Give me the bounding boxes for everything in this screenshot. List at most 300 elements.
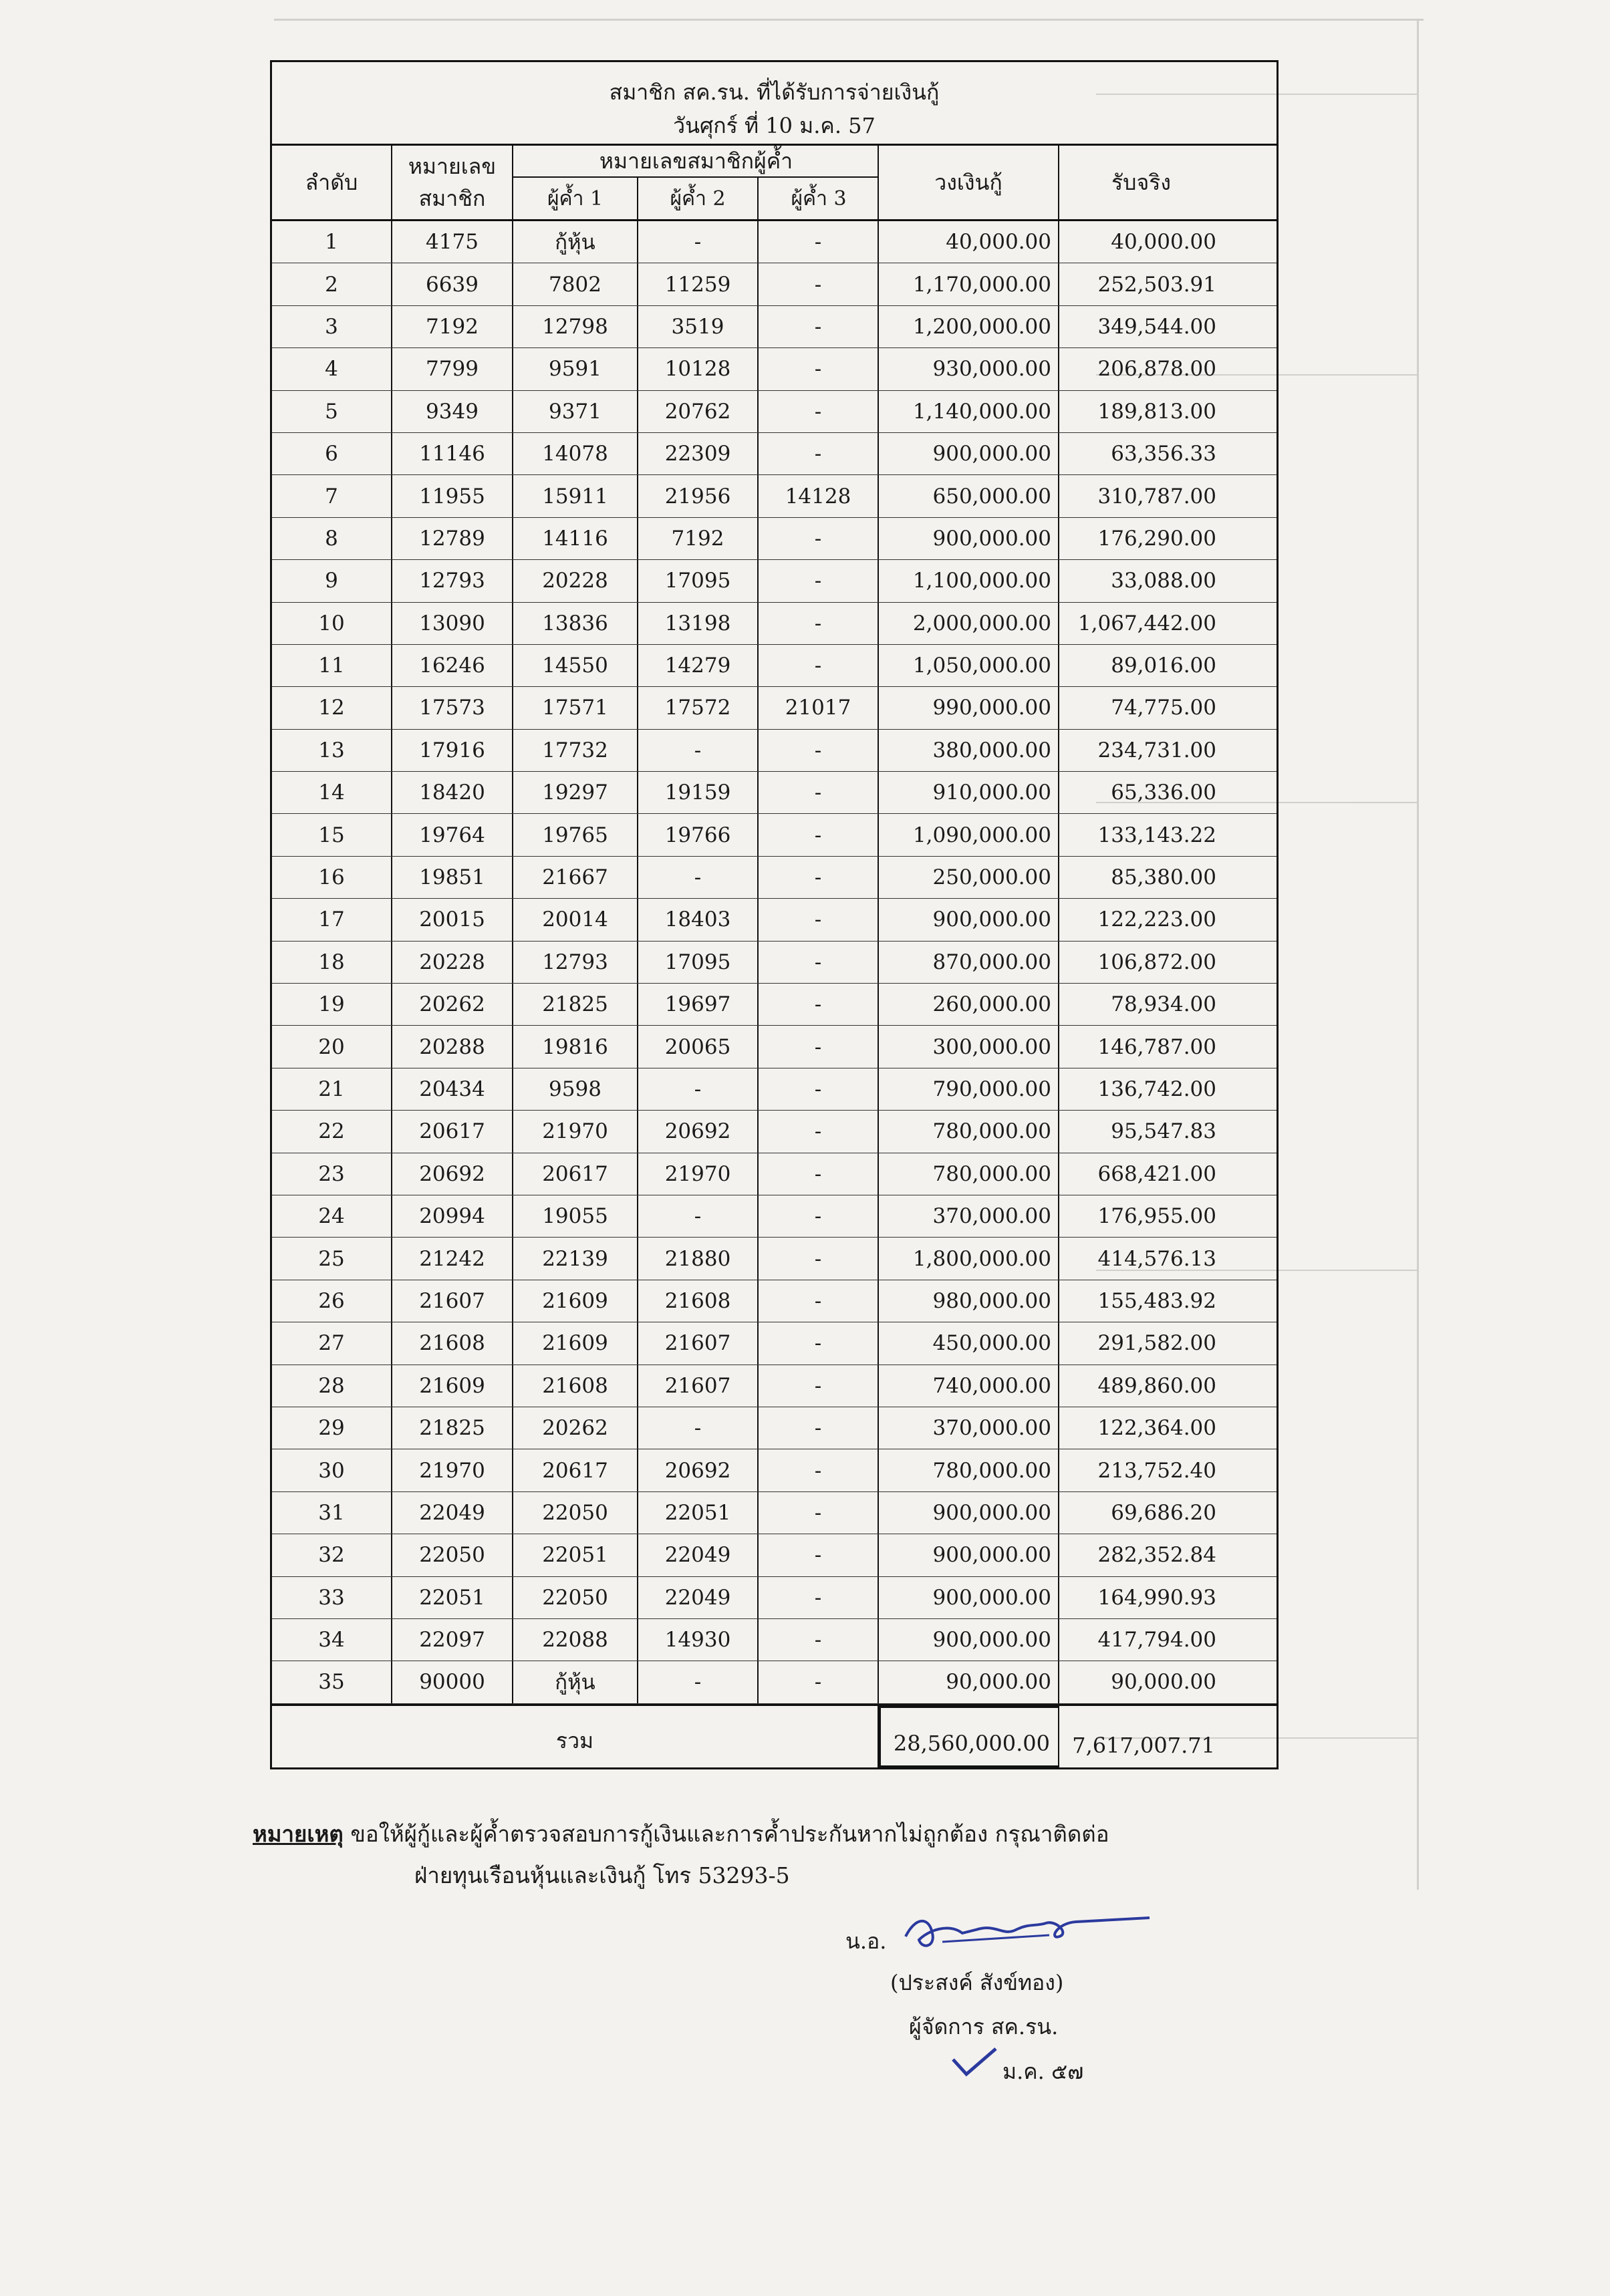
cell-member-no: 7799 [392, 348, 513, 390]
cell-member-no: 20262 [392, 984, 513, 1025]
cell-member-no: 7192 [392, 306, 513, 347]
cell-guarantor-3: - [759, 221, 879, 263]
cell-received: 213,752.40 [1097, 1458, 1216, 1483]
table-row [272, 1195, 1277, 1238]
table-row [272, 221, 1277, 263]
cell-member-no: 19764 [392, 814, 513, 855]
cell-guarantor-1: 19765 [513, 814, 638, 855]
cell-member-no: 21609 [392, 1365, 513, 1407]
table-title-line1: สมาชิก สค.รน. ที่ได้รับการจ่ายเงินกู้ [609, 80, 940, 105]
cell-guarantor-2: 20692 [638, 1111, 759, 1152]
table-row [272, 857, 1277, 899]
table-title [272, 62, 1277, 146]
cell-row-no: 24 [272, 1195, 392, 1237]
table-row [272, 1026, 1277, 1068]
cell-row-no: 26 [272, 1280, 392, 1322]
cell-guarantor-3: - [759, 814, 879, 855]
cell-received: 78,934.00 [1111, 992, 1216, 1017]
check-mark-icon [948, 2045, 1001, 2081]
cell-member-no: 12789 [392, 518, 513, 559]
cell-member-no: 17916 [392, 730, 513, 771]
cell-guarantor-1: 12793 [513, 942, 638, 983]
cell-guarantor-1: 21667 [513, 857, 638, 898]
cell-guarantor-2: 19766 [638, 814, 759, 855]
cell-loan-amount: 990,000.00 [879, 687, 1059, 728]
cell-guarantor-2: 21880 [638, 1238, 759, 1279]
cell-guarantor-2: 21608 [638, 1280, 759, 1322]
cell-received: 74,775.00 [1111, 696, 1216, 720]
cell-loan-amount: 790,000.00 [879, 1068, 1059, 1110]
cell-guarantor-3: - [759, 1195, 879, 1237]
cell-guarantor-3: - [759, 857, 879, 898]
total-row [272, 1704, 1277, 1767]
handwritten-signature [902, 1903, 1156, 1959]
cell-guarantor-2: 22049 [638, 1534, 759, 1576]
cell-member-no: 22050 [392, 1534, 513, 1576]
cell-member-no: 20288 [392, 1026, 513, 1067]
table-row [272, 1238, 1277, 1280]
cell-guarantor-3: - [759, 1238, 879, 1279]
cell-guarantor-2: - [638, 730, 759, 771]
cell-guarantor-2: 11259 [638, 263, 759, 305]
table-header [272, 146, 1277, 221]
cell-member-no: 19851 [392, 857, 513, 898]
cell-row-no: 29 [272, 1407, 392, 1449]
cell-guarantor-1: 9598 [513, 1068, 638, 1110]
cell-row-no: 8 [272, 518, 392, 559]
cell-guarantor-1: 21825 [513, 984, 638, 1025]
table-row [272, 1534, 1277, 1576]
cell-guarantor-2: 3519 [638, 306, 759, 347]
cell-guarantor-1: 22050 [513, 1577, 638, 1618]
cell-loan-amount: 1,050,000.00 [879, 645, 1059, 686]
cell-guarantor-1: 22051 [513, 1534, 638, 1576]
cell-row-no: 23 [272, 1153, 392, 1195]
cell-guarantor-2: 7192 [638, 518, 759, 559]
cell-loan-amount: 250,000.00 [879, 857, 1059, 898]
cell-loan-amount: 370,000.00 [879, 1407, 1059, 1449]
cell-loan-amount: 900,000.00 [879, 1534, 1059, 1576]
cell-guarantor-3: - [759, 1407, 879, 1449]
table-row [272, 984, 1277, 1026]
cell-loan-amount: 900,000.00 [879, 518, 1059, 559]
cell-guarantor-1: 22088 [513, 1619, 638, 1661]
cell-received: 349,544.00 [1097, 314, 1216, 339]
table-row [272, 433, 1277, 475]
cell-guarantor-1: 19816 [513, 1026, 638, 1067]
cell-guarantor-1: 17571 [513, 687, 638, 728]
cell-guarantor-3: - [759, 1449, 879, 1491]
cell-member-no: 20015 [392, 899, 513, 940]
cell-received: 234,731.00 [1097, 738, 1216, 762]
cell-member-no: 20228 [392, 942, 513, 983]
cell-row-no: 31 [272, 1492, 392, 1534]
cell-guarantor-1: 22050 [513, 1492, 638, 1534]
cell-guarantor-3: 21017 [759, 687, 879, 728]
cell-guarantor-2: - [638, 1195, 759, 1237]
table-row [272, 814, 1277, 856]
cell-received: 310,787.00 [1097, 484, 1216, 509]
cell-guarantor-1: 15911 [513, 475, 638, 517]
table-title-date: วันศุกร์ ที่ 10 ม.ค. 57 [673, 113, 876, 138]
cell-received: 164,990.93 [1097, 1585, 1216, 1610]
cell-guarantor-2: 22051 [638, 1492, 759, 1534]
cell-guarantor-3: - [759, 1280, 879, 1322]
cell-guarantor-2: 17095 [638, 560, 759, 601]
cell-received: 89,016.00 [1111, 654, 1216, 678]
cell-guarantor-2: - [638, 1661, 759, 1703]
cell-member-no: 22049 [392, 1492, 513, 1534]
cell-guarantor-2: 17095 [638, 942, 759, 983]
table-row [272, 730, 1277, 772]
cell-guarantor-2: 22049 [638, 1577, 759, 1618]
cell-guarantor-1: 21608 [513, 1365, 638, 1407]
cell-row-no: 13 [272, 730, 392, 771]
cell-received: 176,955.00 [1097, 1204, 1216, 1229]
cell-row-no: 27 [272, 1322, 392, 1364]
cell-guarantor-3: - [759, 1661, 879, 1703]
cell-guarantor-2: 21956 [638, 475, 759, 517]
cell-member-no: 11955 [392, 475, 513, 517]
cell-guarantor-1: 14550 [513, 645, 638, 686]
remark-label: หมายเหตุ [253, 1821, 344, 1847]
table-row [272, 1407, 1277, 1449]
cell-guarantor-3: - [759, 263, 879, 305]
cell-member-no: 9349 [392, 391, 513, 432]
cell-row-no: 21 [272, 1068, 392, 1110]
cell-guarantor-3: - [759, 348, 879, 390]
cell-guarantor-1: 19297 [513, 772, 638, 813]
cell-guarantor-2: 19159 [638, 772, 759, 813]
cell-guarantor-3: - [759, 1111, 879, 1152]
cell-received: 133,143.22 [1097, 823, 1216, 847]
cell-guarantor-2: 20762 [638, 391, 759, 432]
cell-row-no: 33 [272, 1577, 392, 1618]
cell-guarantor-3: - [759, 984, 879, 1025]
cell-member-no: 20994 [392, 1195, 513, 1237]
cell-received: 189,813.00 [1097, 399, 1216, 424]
cell-received: 176,290.00 [1097, 526, 1216, 551]
cell-loan-amount: 650,000.00 [879, 475, 1059, 517]
table-row [272, 1492, 1277, 1534]
cell-guarantor-3: - [759, 942, 879, 983]
cell-guarantor-2: 14930 [638, 1619, 759, 1661]
cell-received: 206,878.00 [1097, 357, 1216, 382]
cell-member-no: 11146 [392, 433, 513, 474]
cell-received: 122,223.00 [1097, 907, 1216, 932]
cell-member-no: 20617 [392, 1111, 513, 1152]
cell-loan-amount: 900,000.00 [879, 1492, 1059, 1534]
cell-received: 122,364.00 [1097, 1416, 1216, 1441]
cell-loan-amount: 40,000.00 [879, 221, 1059, 263]
cell-guarantor-1: 21609 [513, 1280, 638, 1322]
signer-title: ผู้จัดการ สค.รน. [909, 2014, 1059, 2039]
cell-received: 146,787.00 [1097, 1034, 1216, 1059]
cell-loan-amount: 780,000.00 [879, 1449, 1059, 1491]
cell-guarantor-1: 20617 [513, 1449, 638, 1491]
cell-guarantor-3: - [759, 391, 879, 432]
cell-row-no: 4 [272, 348, 392, 390]
cell-row-no: 14 [272, 772, 392, 813]
table-row [272, 687, 1277, 729]
cell-guarantor-2: - [638, 1068, 759, 1110]
header-no: ลำดับ [272, 146, 392, 219]
cell-guarantor-2: 21607 [638, 1365, 759, 1407]
cell-received: 417,794.00 [1097, 1628, 1216, 1653]
cell-guarantor-1: 20014 [513, 899, 638, 940]
cell-received: 69,686.20 [1111, 1500, 1216, 1525]
cell-loan-amount: 870,000.00 [879, 942, 1059, 983]
header-loan-amount: วงเงินกู้ [879, 146, 1059, 219]
header-guarantor-title: หมายเลขสมาชิกผู้ค้ำ [513, 146, 879, 178]
cell-row-no: 17 [272, 899, 392, 940]
cell-loan-amount: 1,140,000.00 [879, 391, 1059, 432]
cell-received: 90,000.00 [1111, 1670, 1216, 1695]
table-row [272, 560, 1277, 602]
cell-guarantor-1: 20262 [513, 1407, 638, 1449]
cell-row-no: 15 [272, 814, 392, 855]
cell-row-no: 6 [272, 433, 392, 474]
cell-guarantor-3: - [759, 1153, 879, 1195]
header-received: รับจริง [1111, 169, 1172, 195]
cell-guarantor-3: - [759, 645, 879, 686]
cell-received: 63,356.33 [1111, 442, 1216, 466]
cell-received: 155,483.92 [1097, 1288, 1216, 1313]
cell-member-no: 16246 [392, 645, 513, 686]
cell-guarantor-2: 21607 [638, 1322, 759, 1364]
cell-received: 136,742.00 [1097, 1077, 1216, 1101]
cell-member-no: 21970 [392, 1449, 513, 1491]
cell-row-no: 5 [272, 391, 392, 432]
cell-loan-amount: 780,000.00 [879, 1153, 1059, 1195]
cell-received: 414,576.13 [1097, 1246, 1216, 1271]
cell-loan-amount: 450,000.00 [879, 1322, 1059, 1364]
cell-member-no: 21825 [392, 1407, 513, 1449]
cell-guarantor-1: 9591 [513, 348, 638, 390]
loan-disbursement-table [270, 60, 1279, 1769]
cell-received: 85,380.00 [1111, 865, 1216, 890]
cell-guarantor-2: 21970 [638, 1153, 759, 1195]
cell-guarantor-1: 22139 [513, 1238, 638, 1279]
cell-guarantor-3: - [759, 1577, 879, 1618]
cell-loan-amount: 260,000.00 [879, 984, 1059, 1025]
cell-guarantor-3: - [759, 730, 879, 771]
cell-guarantor-2: 20065 [638, 1026, 759, 1067]
header-guarantor-group [513, 146, 879, 219]
cell-row-no: 9 [272, 560, 392, 601]
cell-guarantor-3: - [759, 1322, 879, 1364]
cell-loan-amount: 930,000.00 [879, 348, 1059, 390]
table-row [272, 603, 1277, 645]
cell-member-no: 21242 [392, 1238, 513, 1279]
table-row [272, 1322, 1277, 1365]
cell-row-no: 18 [272, 942, 392, 983]
cell-guarantor-2: - [638, 1407, 759, 1449]
cell-loan-amount: 1,200,000.00 [879, 306, 1059, 347]
cell-guarantor-1: 21970 [513, 1111, 638, 1152]
table-row [272, 1153, 1277, 1195]
table-row [272, 899, 1277, 941]
cell-received: 33,088.00 [1111, 569, 1216, 593]
table-row [272, 348, 1277, 390]
cell-row-no: 22 [272, 1111, 392, 1152]
cell-guarantor-3: - [759, 603, 879, 644]
cell-row-no: 30 [272, 1449, 392, 1491]
cell-guarantor-1: 19055 [513, 1195, 638, 1237]
cell-received: 252,503.91 [1097, 272, 1216, 297]
remark [253, 1816, 1109, 1852]
signature-date: ม.ค. ๕๗ [1002, 2059, 1084, 2084]
remark-contact: ฝ่ายทุนเรือนหุ้นและเงินกู้ โทร 53293-5 [414, 1862, 790, 1888]
cell-row-no: 11 [272, 645, 392, 686]
table-row [272, 1661, 1277, 1703]
table-row [272, 1577, 1277, 1619]
cell-loan-amount: 900,000.00 [879, 1619, 1059, 1661]
cell-member-no: 21607 [392, 1280, 513, 1322]
cell-guarantor-3: - [759, 1026, 879, 1067]
remark-text: ขอให้ผู้กู้และผู้ค้ำตรวจสอบการกู้เงินและการค้ำประกันหากไม่ถูกต้อง กรุณาติดต่อ [350, 1821, 1109, 1847]
cell-guarantor-2: - [638, 221, 759, 263]
cell-guarantor-3: - [759, 306, 879, 347]
cell-loan-amount: 300,000.00 [879, 1026, 1059, 1067]
cell-guarantor-1: 14116 [513, 518, 638, 559]
cell-loan-amount: 2,000,000.00 [879, 603, 1059, 644]
cell-guarantor-2: 17572 [638, 687, 759, 728]
cell-guarantor-2: 10128 [638, 348, 759, 390]
cell-loan-amount: 900,000.00 [879, 899, 1059, 940]
cell-guarantor-1: 7802 [513, 263, 638, 305]
cell-guarantor-1: 9371 [513, 391, 638, 432]
table-row [272, 1619, 1277, 1661]
table-row [272, 772, 1277, 814]
cell-guarantor-3: - [759, 1534, 879, 1576]
cell-guarantor-1: 21609 [513, 1322, 638, 1364]
cell-loan-amount: 900,000.00 [879, 1577, 1059, 1618]
total-received: 7,617,007.71 [1072, 1732, 1215, 1758]
cell-row-no: 35 [272, 1661, 392, 1703]
total-loan-amount: 28,560,000.00 [879, 1706, 1059, 1767]
cell-loan-amount: 1,800,000.00 [879, 1238, 1059, 1279]
cell-row-no: 16 [272, 857, 392, 898]
cell-loan-amount: 740,000.00 [879, 1365, 1059, 1407]
table-row [272, 263, 1277, 305]
cell-guarantor-3: - [759, 518, 879, 559]
cell-row-no: 28 [272, 1365, 392, 1407]
cell-guarantor-3: - [759, 1492, 879, 1534]
cell-guarantor-2: - [638, 857, 759, 898]
cell-row-no: 1 [272, 221, 392, 263]
cell-member-no: 4175 [392, 221, 513, 263]
cell-guarantor-1: 20617 [513, 1153, 638, 1195]
cell-guarantor-1: 20228 [513, 560, 638, 601]
table-row [272, 1068, 1277, 1111]
cell-guarantor-3: - [759, 1365, 879, 1407]
cell-member-no: 17573 [392, 687, 513, 728]
table-row [272, 1449, 1277, 1491]
table-row [272, 391, 1277, 433]
cell-row-no: 20 [272, 1026, 392, 1067]
cell-guarantor-1: 12798 [513, 306, 638, 347]
cell-row-no: 32 [272, 1534, 392, 1576]
cell-row-no: 12 [272, 687, 392, 728]
cell-loan-amount: 1,100,000.00 [879, 560, 1059, 601]
signature-rank: น.อ. [845, 1928, 887, 1954]
cell-received: 40,000.00 [1111, 230, 1216, 255]
cell-received: 1,067,442.00 [1077, 611, 1216, 635]
cell-guarantor-3: 14128 [759, 475, 879, 517]
cell-guarantor-1: กู้หุ้น [513, 1661, 638, 1703]
cell-guarantor-3: - [759, 1619, 879, 1661]
cell-loan-amount: 780,000.00 [879, 1111, 1059, 1152]
cell-member-no: 18420 [392, 772, 513, 813]
table-row [272, 1111, 1277, 1153]
cell-guarantor-2: 20692 [638, 1449, 759, 1491]
table-row [272, 645, 1277, 687]
header-member-no: หมายเลข สมาชิก [392, 146, 513, 219]
cell-guarantor-3: - [759, 772, 879, 813]
cell-row-no: 2 [272, 263, 392, 305]
cell-guarantor-2: 18403 [638, 899, 759, 940]
cell-loan-amount: 1,170,000.00 [879, 263, 1059, 305]
cell-row-no: 3 [272, 306, 392, 347]
table-row [272, 518, 1277, 560]
cell-guarantor-1: 14078 [513, 433, 638, 474]
cell-received: 291,582.00 [1097, 1331, 1216, 1356]
cell-guarantor-2: 22309 [638, 433, 759, 474]
header-guarantor-3: ผู้ค้ำ 3 [791, 186, 847, 210]
cell-member-no: 12793 [392, 560, 513, 601]
cell-loan-amount: 1,090,000.00 [879, 814, 1059, 855]
cell-row-no: 19 [272, 984, 392, 1025]
cell-received: 489,860.00 [1097, 1373, 1216, 1398]
cell-guarantor-3: - [759, 899, 879, 940]
header-guarantor-2: ผู้ค้ำ 2 [638, 178, 759, 219]
cell-guarantor-3: - [759, 1068, 879, 1110]
cell-guarantor-2: 13198 [638, 603, 759, 644]
cell-member-no: 20692 [392, 1153, 513, 1195]
cell-received: 282,352.84 [1097, 1543, 1216, 1568]
cell-row-no: 7 [272, 475, 392, 517]
cell-member-no: 22051 [392, 1577, 513, 1618]
table-row [272, 1280, 1277, 1322]
cell-member-no: 22097 [392, 1619, 513, 1661]
cell-guarantor-3: - [759, 560, 879, 601]
cell-received: 65,336.00 [1111, 780, 1216, 805]
table-row [272, 306, 1277, 348]
cell-received: 95,547.83 [1111, 1119, 1216, 1144]
cell-guarantor-2: 14279 [638, 645, 759, 686]
cell-row-no: 10 [272, 603, 392, 644]
cell-guarantor-1: 13836 [513, 603, 638, 644]
cell-loan-amount: 910,000.00 [879, 772, 1059, 813]
total-label: รวม [272, 1706, 879, 1767]
cell-row-no: 25 [272, 1238, 392, 1279]
signer-name: (ประสงค์ สังข์ทอง) [890, 1970, 1064, 1995]
cell-loan-amount: 90,000.00 [879, 1661, 1059, 1703]
cell-loan-amount: 380,000.00 [879, 730, 1059, 771]
cell-loan-amount: 980,000.00 [879, 1280, 1059, 1322]
cell-member-no: 20434 [392, 1068, 513, 1110]
table-row [272, 942, 1277, 984]
cell-member-no: 6639 [392, 263, 513, 305]
cell-row-no: 34 [272, 1619, 392, 1661]
cell-guarantor-1: 17732 [513, 730, 638, 771]
cell-member-no: 21608 [392, 1322, 513, 1364]
cell-loan-amount: 900,000.00 [879, 433, 1059, 474]
table-body [272, 221, 1277, 1704]
table-row [272, 1365, 1277, 1407]
table-row [272, 475, 1277, 517]
